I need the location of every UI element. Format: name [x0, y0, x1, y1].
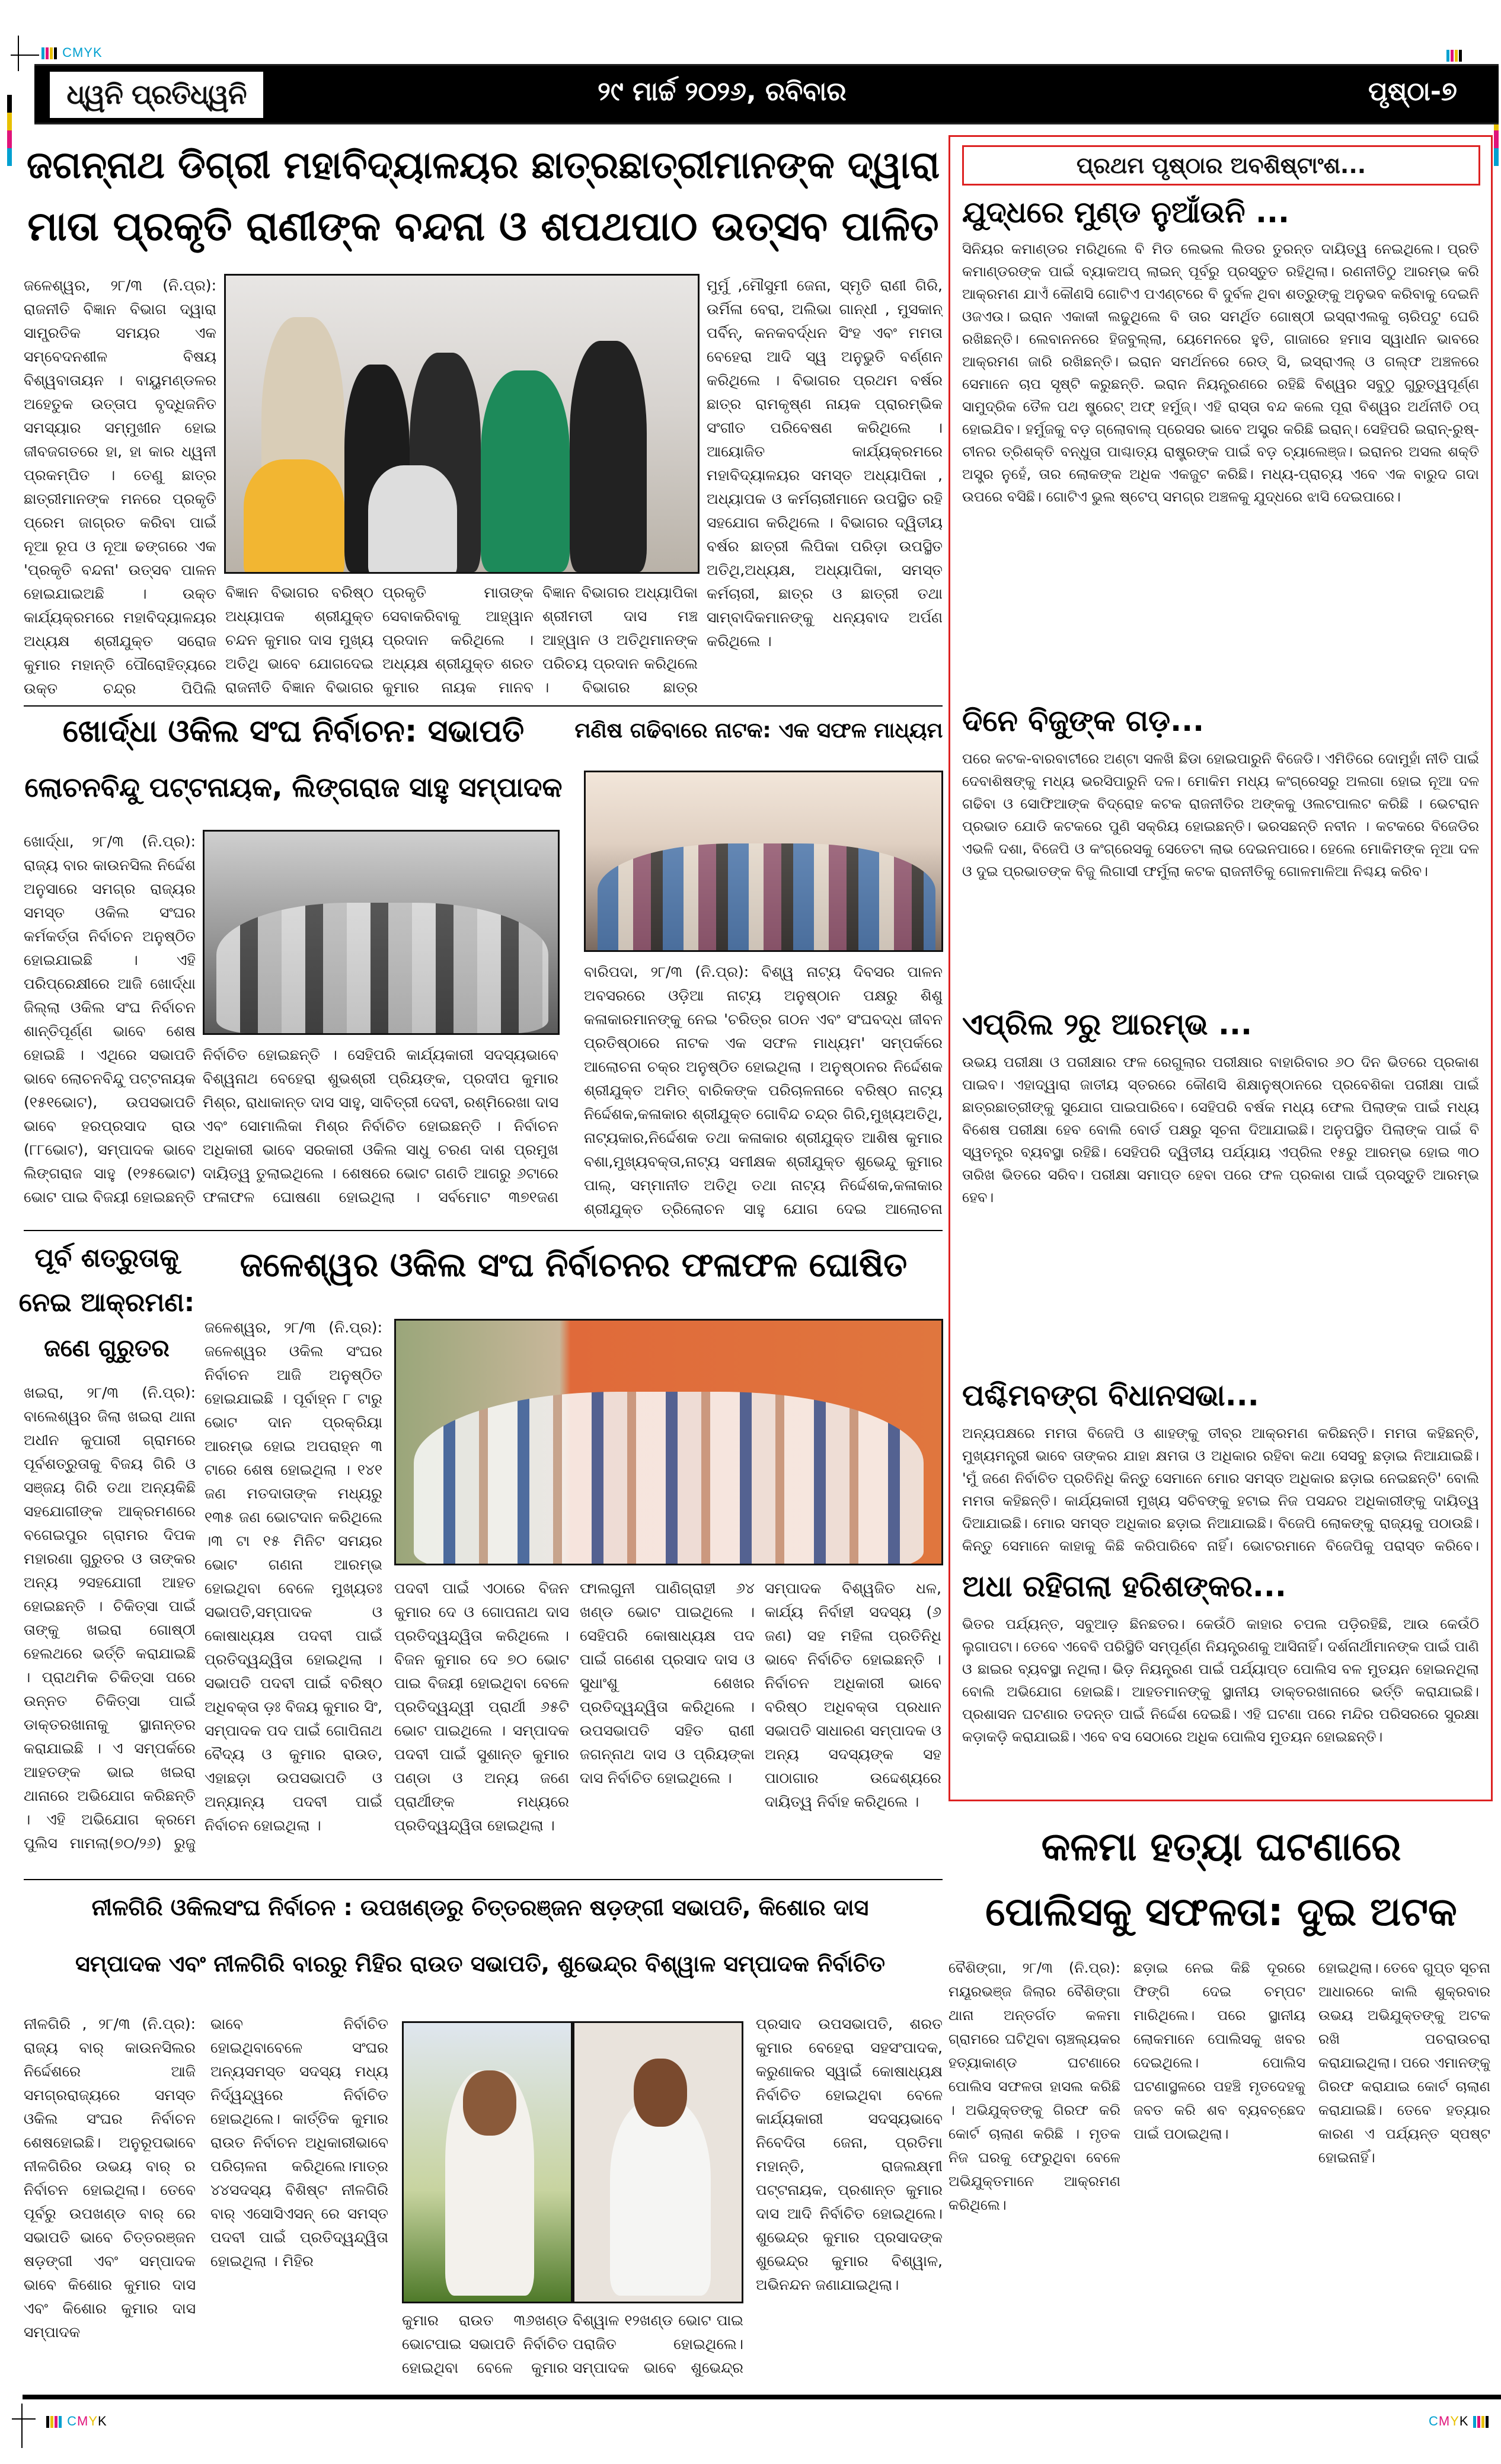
- article-text: ବାରିପଦା, ୨୮/୩ (ନି.ପ୍ର): ବିଶ୍ୱ ନାଟ୍ୟ ଦିବସର ପାଳନ ଅବସରରେ ଓଡ଼ିଆ ନାଟ୍ୟ ଅନୁଷ୍ଠାନ ପକ୍ଷରୁ ଶିଶୁ କଳାକାରମାନଙ୍କୁ ନେଇ 'ଚରିତ୍ର ଗଠନ ଏବଂ ସଂଘବଦ୍ଧ ଜୀବନ ପ୍ରତିଷ୍ଠାରେ ନାଟକ ଏକ ସଫଳ ମାଧ୍ୟମ' ସମ୍ପର୍କରେ ଆଲୋଚନା ଚକ୍ର ଅନୁଷ୍ଠିତ ହୋଇଥିଲା । ଅନୁଷ୍ଠାନର ନିର୍ଦ୍ଦେଶକ ଶ୍ରୀଯୁକ୍ତ ଅମିତ୍ ବାରିକଙ୍କ ପରିଚାଳନାରେ ବରିଷ୍ଠ ନାଟ୍ୟ ନିର୍ଦ୍ଦେଶକ,କଳାକାର ଶ୍ରୀଯୁକ୍ତ ଗୋବିନ୍ଦ ଚନ୍ଦ୍ର ଗିରି,ମୁଖ୍ୟଅତିଥି, ନାଟ୍ୟକାର,ନିର୍ଦ୍ଦେଶକ ତଥା କଳାକାର ଶ୍ରୀଯୁକ୍ତ ଆଶିଷ କୁମାର ବଶା,ମୁଖ୍ୟବକ୍ତା,ନାଟ୍ୟ ସମୀକ୍ଷକ ଶ୍ରୀଯୁକ୍ତ ଶୁଭେନ୍ଦୁ କୁମାର ପାଲ୍, ସମ୍ମାନୀତ ଅତିଥି ତଥା ନାଟ୍ୟ ନିର୍ଦ୍ଦେଶକ,କଳାକାର ଶ୍ରୀଯୁକ୍ତ ତ୍ରିଲୋଚନ ସାହୁ ଯୋଗ ଦେଇ ଆଲୋଚନା: [584, 963, 943, 1217]
- article-text: କୁମାର ରାଉତ ୩୬ଖଣ୍ଡ ଭୋଟପାଇ ସଭାପତି ନିର୍ବାଚିତ ହୋଇଥିବା ବେଳେ କୁମାର: [402, 2312, 568, 2376]
- jaleswar-lawyers-photo: [394, 1319, 943, 1565]
- cmyk-mark: [1446, 47, 1463, 63]
- divider: [24, 705, 943, 707]
- issue-date: ୨୯ ମାର୍ଚ୍ଚ ୨୦୨୬, ରବିବାର: [598, 76, 847, 107]
- portrait-photo-left: [402, 2021, 573, 2303]
- article-text: ନିର୍ବାଚିତ ହୋଇଛନ୍ତି । ସେହିପରି କାର୍ଯ୍ୟକାରୀ ସଦସ୍ୟଭାବେ ବିଶ୍ୱନାଥ ବେହେରା ଶୁଭଶ୍ରୀ ପ୍ରିୟଙ୍କ, ପ୍ରଦୀପ କୁମାର ମିଶ୍ର, ରାଧାକାନ୍ତ ଦାସ ସାହୁ, ସାବିତ୍ରୀ ଦେବୀ, ରଶ୍ମିରେଖା ଦାସ ଏବଂ ସୋମାଲିକା ମିଶ୍ର ନିର୍ବାଚିତ ହୋଇଛନ୍ତି । ନିର୍ବାଚନ ଅଧିକାରୀ ଭାବେ ସରକାରୀ ଓକିଲ ସାଧୁ ଚରଣ ଦାଶ ପ୍ରମୁଖ ଦାୟିତ୍ୱ ତୁଲାଇଥିଲେ । ଶେଷରେ ଭୋଟ ଗଣତି ଆଗରୁ ୬ଟାରେ ଫଳାଫଳ ଘୋଷଣା ହୋଇଥିଲା । ସର୍ବମୋଟ ୩୭୧ଜଣ: [203, 1046, 558, 1206]
- continued-from-front-page-box: [948, 135, 1493, 1801]
- continued-text: ଉଭୟ ପରୀକ୍ଷା ଓ ପରୀକ୍ଷାର ଫଳ ରେଗୁଲାର ପରୀକ୍ଷାର ବାହାରିବାର ୬୦ ଦିନ ଭିତରେ ପ୍ରକାଶ ପାଇବ। ଏହାଦ୍ୱାରା ଜାତୀୟ ସ୍ତରରେ କୌଣସି ଶିକ୍ଷାନୁଷ୍ଠାନରେ ପ୍ରବେଶିକା ପରୀକ୍ଷା ପାଇଁ ଛାତ୍ରଛାତ୍ରୀଙ୍କୁ ସୁଯୋଗ ପାଇପାରିବେ। ସେହିପରି ବର୍ଷକ ମଧ୍ୟ ଫେଲ ପିଲାଙ୍କ ପାଇଁ ମଧ୍ୟ ବିଶେଷ ପରୀକ୍ଷା ହେବ ବୋଲି ବୋର୍ଡ ପକ୍ଷରୁ ସୂଚନା ଦିଆଯାଇଛି। ଅନୁପସ୍ଥିତ ପିଲାଙ୍କ ପାଇଁ ବି ସ୍ୱତନ୍ତ୍ର ବ୍ୟବସ୍ଥା ରହିଛି। ସେହିପରି ଦ୍ୱିତୀୟ ପର୍ଯ୍ୟାୟ ଏପ୍ରିଲ ୧୫ରୁ ଆରମ୍ଭ ହୋଇ ୩୦ ତାରିଖ ଭିତରେ ସରିବ। ପରୀକ୍ଷା ସମାପ୍ତ ହେବା ପରେ ଫଳ ପ୍ରକାଶ ପାଇଁ ପ୍ରସ୍ତୁତି ଆରମ୍ଭ ହେବ।: [962, 1054, 1479, 1206]
- headline-khaira-line2: ନେଇ ଆକ୍ରମଣ:: [18, 1287, 195, 1318]
- headline-kalama-line1: କଳମା ହତ୍ୟା ଘଟଣାରେ: [1041, 1824, 1401, 1869]
- headline-jaleswar: ଜଳେଶ୍ୱର ଓକିଲ ସଂଘ ନିର୍ବାଚନର ଫଳାଫଳ ଘୋଷିତ: [239, 1246, 908, 1284]
- headline-khaira-line1: ପୂର୍ବ ଶତ୍ରୁତାକୁ: [34, 1243, 179, 1273]
- article-text: ହୋଇଥିଲା। ତେବେ ଗୁପ୍ତ ସୂଚନା ଆଧାରରେ କାଲି ଶୁକ୍ରବାର ଉଭୟ ଅଭିଯୁକ୍ତଙ୍କୁ ଅଟକ ରଖି ପଚରାଉଚରା କରାଯାଇଥିଲା। ପରେ ଏମାନଙ୍କୁ ଗିରଫ କରାଯାଇ କୋର୍ଟ ଚାଲାଣ କରାଯାଇଛି। ତେବେ ହତ୍ୟାର କାରଣ ଏ ପର୍ଯ୍ୟନ୍ତ ସ୍ପଷ୍ଟ ହୋଇନାହିଁ।: [1318, 1960, 1490, 2166]
- article-text: ପଦବୀ ପାଇଁ ଏଠାରେ ବିଜନ କୁମାର ଦେ ଓ ଗୋପନାଥ ଦାସ ପ୍ରତିଦ୍ୱନ୍ଦ୍ୱିତା କରିଥିଲେ । ବିଜନ କୁମାର ଦେ ୭୦ ଭୋଟ ପାଇ ବିଜୟୀ ହୋଇଥିବା ବେଳେ ପ୍ରତିଦ୍ୱନ୍ଦ୍ୱୀ ପ୍ରାର୍ଥୀ ୬୫ଟି ଭୋଟ ପାଇଥିଲେ । ସମ୍ପାଦକ ପଦବୀ ପାଇଁ ସୁଶାନ୍ତ କୁମାର ପଣ୍ଡା ଓ ଅନ୍ୟ ଜଣେ ପ୍ରାର୍ଥୀଙ୍କ ମଧ୍ୟରେ ପ୍ରତିଦ୍ୱନ୍ଦ୍ୱିତା ହୋଇଥିଲା ।: [394, 1580, 569, 1834]
- continued-text: ଭିତର ପର୍ଯ୍ୟନ୍ତ, ସବୁଆଡ଼ ଛିନଛତର। କେଉଁଠି କାହାର ଚପଲ ପଡ଼ିରହିଛି, ଆଉ କେଉଁଠି ଲୁଗାପଟା। ତେବେ ଏବେବି ପରିସ୍ଥିତି ସମ୍ପୂର୍ଣ୍ଣ ନିୟନ୍ତ୍ରଣକୁ ଆସିନାହିଁ। ଦର୍ଶନାର୍ଥୀମାନଙ୍କ ପାଇଁ ପାଣି ଓ ଛାଇର ବ୍ୟବସ୍ଥା ନଥିଲା। ଭିଡ଼ ନିୟନ୍ତ୍ରଣ ପାଇଁ ପର୍ଯ୍ୟାପ୍ତ ପୋଲିସ ବଳ ମୁତୟନ ହୋଇନଥିଲା ବୋଲି ଅଭିଯୋଗ ହୋଇଛି। ଆହତମାନଙ୍କୁ ସ୍ଥାନୀୟ ଡାକ୍ତରଖାନାରେ ଭର୍ତ୍ତି କରାଯାଇଛି। ପ୍ରଶାସନ ଘଟଣାର ତଦନ୍ତ ପାଇଁ ନିର୍ଦ୍ଦେଶ ଦେଇଛି। ଏହି ଘଟଣା ପରେ ମନ୍ଦିର ପରିସରରେ ସୁରକ୍ଷା କଡ଼ାକଡ଼ି କରାଯାଇଛି। ଏବେ ବସ ସେଠାରେ ଅଧିକ ପୋଲିସ ମୁତୟନ ହୋଇଛନ୍ତି।: [962, 1616, 1479, 1745]
- article-text: ସମ୍ପାଦକ ବିଶ୍ୱଜିତ ଧଳ, କାର୍ଯ୍ୟ ନିର୍ବାହୀ ସଦସ୍ୟ (୬ ଜଣ) ସହ ମହିଳା ପ୍ରତିନିଧି ଭାବେ ନିର୍ବାଚିତ ହୋଇଛନ୍ତି । ନିର୍ବାଚନ ଅଧିକାରୀ ଭାବେ ବରିଷ୍ଠ ଅଧିବକ୍ତା ପ୍ରଧାନ ସଭାପତି ସାଧାରଣ ସମ୍ପାଦକ ଓ ଅନ୍ୟ ସଦସ୍ୟଙ୍କ ସହ ପାଠାଗାର ଉଦ୍ଦେଶ୍ୟରେ ଦାୟିତ୍ୱ ନିର୍ବାହ କରିଥିଲେ ।: [765, 1580, 941, 1810]
- portrait-photo-right: [573, 2021, 743, 2303]
- headline-khaira-line3: ଜଣେ ଗୁରୁତର: [44, 1335, 170, 1362]
- continued-text: ସିନିୟର କମାଣ୍ଡର ମରିଥିଲେ ବି ମିଡ ଲେଭଲ ଲିଡର ତୁରନ୍ତ ଦାୟିତ୍ୱ ନେଇଥିଲେ। ପ୍ରତି କମାଣ୍ଡରଙ୍କ ପାଇଁ ବ୍ୟାକଅପ୍ ଲାଇନ୍ ପୂର୍ବରୁ ପ୍ରସ୍ତୁତ ରହିଥିଲା। ରଣନୀତିଠୁ ଆରମ୍ଭ କରି ଆକ୍ରମଣ ଯାଏଁ କୌଣସି ଗୋଟିଏ ପଏଣ୍ଟରେ ବି ଦୁର୍ବଳ ଥିବା ଶତ୍ରୁଙ୍କୁ ଅନୁଭବ କରିବାକୁ ଦେଇନି ଓଜଏଉ। ଇରାନ ଏକାକୀ ଲଢୁଥିଲେ ବି ତାର ସମର୍ଥିତ ଗୋଷ୍ଠୀ ଇସ୍ରାଏଲକୁ ଚାରିପଟୁ ଘେରି ରଖିଛନ୍ତି। ଲେବାନନରେ ହିଜବୁଲ୍ଲା, ୟେମେନରେ ହୁତି, ଗାଜାରେ ହମାସ ସ୍ୱାଧୀନ ଭାବରେ ଆକ୍ରମଣ ଜାରି ରଖିଛନ୍ତି। ଇରାନ ସମର୍ଥନରେ ରେଡ୍ ସି, ଇସ୍ରାଏଲ୍ ଓ ଗଲ୍ଫ ଅଞ୍ଚଳରେ ସେମାନେ ଚାପ ସୃଷ୍ଟି କରୁଛନ୍ତି. ଇରାନ ନିୟନ୍ତ୍ରଣରେ ରହିଛି ବିଶ୍ୱର ସବୁଠୁ ଗୁରୁତ୍ୱପୂର୍ଣ୍ଣ ସାମୁଦ୍ରିକ ତୈଳ ପଥ ଷ୍ଟ୍ରେଟ୍ ଅଫ୍ ହର୍ମୁଜ୍। ଏହି ରାସ୍ତା ବନ୍ଦ କଲେ ପୂରା ବିଶ୍ୱର ଅର୍ଥନୀତି ଠପ୍ ହୋଇଯିବ। ହର୍ମୁଜକୁ ବଡ଼ ଗ୍ଲୋବାଲ୍ ପ୍ରେସର ଭାବେ ଅସ୍ତ୍ର କରିଛି ଇରାନ୍। ସେହିପରି ଇରାନ୍-ରୁଷ୍-ଚୀନର ତ୍ରିଶକ୍ତି ବନ୍ଧୁତା ପାଶ୍ଚାତ୍ୟ ରାଷ୍ଟ୍ରଙ୍କ ପାଇଁ ବଡ଼ ଚ୍ୟାଲେଞ୍ଜ। ଇରାନର ଅସଲ ଶକ୍ତି ଅସ୍ତ୍ର ନୁହେଁ, ତାର ଲୋକଙ୍କ ଅଧିକ ଏକଜୁଟ କରିଛି। ମଧ୍ୟ-ପ୍ରାଚ୍ୟ ଏବେ ଏକ ବାରୁଦ ଗଦା ଉପରେ ବସିଛି। ଗୋଟିଏ ଭୁଲ ଷ୍ଟେପ୍ ସମଗ୍ର ଅଞ୍ଚଳକୁ ଯୁଦ୍ଧରେ ଝାସି ଦେଇପାରେ।: [962, 241, 1479, 505]
- continued-heading: ଦିନେ ବିଜୁଙ୍କ ଗଡ଼...: [962, 704, 1205, 738]
- continued-heading: ଯୁଦ୍ଧରେ ମୁଣ୍ଡ ନୁଆଁଉନି ...: [962, 195, 1290, 229]
- article-text: ଛଡ଼ାଇ ନେଇ କିଛି ଦୂରରେ ଫିଙ୍ଗି ଦେଇ ଚମ୍ପଟ ମାରିଥିଲେ। ପରେ ସ୍ଥାନୀୟ ଲୋକମାନେ ପୋଲିସକୁ ଖବର ଦେଇଥିଲେ। ପୋଲିସ ଘଟଣାସ୍ଥଳରେ ପହଞ୍ଚି ମୃତଦେହକୁ ଜବତ କରି ଶବ ବ୍ୟବଚ୍ଛେଦ ପାଇଁ ପଠାଇଥିଲା।: [1133, 1960, 1305, 2142]
- article-text: ଜଳେଶ୍ୱର, ୨୮/୩ (ନି.ପ୍ର): ରାଜନୀତି ବିଜ୍ଞାନ ବିଭାଗ ଦ୍ୱାରା ସାମ୍ପ୍ରତିକ ସମୟର ଏକ ସମ୍ବେଦନଶୀଳ ବିଷୟ ବିଶ୍ୱବାତାୟନ । ବାୟୁମଣ୍ଡଳର ଅହେତୁକ ଉତ୍ତାପ ବୃଦ୍ଧିଜନିତ ସମସ୍ୟାର ସମ୍ମୁଖୀନ ହୋଇ ଜୀବଜଗତରେ ହା, ହା କାର ଧ୍ୱନୀ ପ୍ରକମ୍ପିତ । ତେଣୁ ଛାତ୍ର ଛାତ୍ରୀମାନଙ୍କ ମନରେ ପ୍ରକୃତି ପ୍ରେମ ଜାଗ୍ରତ କରିବା ପାଇଁ ନୂଆ ରୂପ ଓ ନୂଆ ଢଙ୍ଗରେ ଏକ 'ପ୍ରକୃତି ବନ୍ଦନା' ଉତ୍ସବ ପାଳନ ହୋଇଯାଇଅଛି । ଉକ୍ତ କାର୍ଯ୍ୟକ୍ରମରେ ମହାବିଦ୍ୟାଳୟର ଅଧ୍ୟକ୍ଷ ଶ୍ରୀଯୁକ୍ତ ସରୋଜ କୁମାର ମହାନ୍ତି ପୌରୋହିତ୍ୟରେ ଉକ୍ତ ଚନ୍ଦ୍ର ପିପିଲି: [24, 277, 216, 697]
- continued-text: ଅନ୍ୟପକ୍ଷରେ ମମତା ବିଜେପି ଓ ଶାହଙ୍କୁ ତୀବ୍ର ଆକ୍ରମଣ କରିଛନ୍ତି। ମମତା କହିଛନ୍ତି, ମୁଖ୍ୟମନ୍ତ୍ରୀ ଭାବେ ତାଙ୍କର ଯାହା କ୍ଷମତା ଓ ଅଧିକାର ରହିବା କଥା ସେସବୁ ଛଡ଼ାଇ ନିଆଯାଇଛି। 'ମୁଁ ଜଣେ ନିର୍ବାଚିତ ପ୍ରତିନିଧି କିନ୍ତୁ ସେମାନେ ମୋର ସମସ୍ତ ଅଧିକାର ଛଡ଼ାଇ ନେଇଛନ୍ତି' ବୋଲି ମମତା କହିଛନ୍ତି। କାର୍ଯ୍ୟକାରୀ ମୁଖ୍ୟ ସଚିବଙ୍କୁ ହଟାଇ ନିଜ ପସନ୍ଦର ଅଧିକାରୀଙ୍କୁ ଦାୟିତ୍ୱ ଦିଆଯାଇଛି। ମୋର ସମସ୍ତ ଅଧିକାର ଛଡ଼ାଇ ନିଆଯାଇଛି। ବିଜେପି ଲୋକଙ୍କୁ ରାଜ୍ୟକୁ ପଠାଉଛି। କିନ୍ତୁ ସେମାନେ କାହାକୁ କିଛି କରିପାରିବେ ନାହିଁ। ଭୋଟରମାନେ ବିଜେପିକୁ ପରାସ୍ତ କରିବେ।: [962, 1425, 1479, 1554]
- continued-heading: ଅଧା ରହିଗଲା ହରିଶଙ୍କର...: [962, 1569, 1286, 1603]
- continued-heading: ପଶ୍ଚିମବଙ୍ଗ ବିଧାନସଭା...: [962, 1378, 1259, 1412]
- continued-heading: ଏପ୍ରିଲ ୨ରୁ ଆରମ୍ଭ ...: [962, 1007, 1253, 1041]
- logo-text: ଧ୍ୱନି ପ୍ରତିଧ୍ୱନି: [66, 78, 247, 110]
- headline-kalama-line2: ପୋଲିସକୁ ସଫଳତା: ଦୁଇ ଅଟକ: [985, 1889, 1457, 1935]
- headline-nilagiri-line2: ସମ୍ପାଦକ ଏବଂ ନୀଳଗିରି ବାରରୁ ମିହିର ରାଉତ ସଭାପତି, ଶୁଭେନ୍ଦ୍ର ବିଶ୍ୱାଳ ସମ୍ପାଦକ ନିର୍ବାଚିତ: [75, 1951, 885, 1977]
- article-text: ପ୍ରସାଦ ଉପସଭାପତି, ଶରତ କୁମାର ବେହେରା ସହସଂପାଦକ, କରୁଣାକର ସ୍ୱାଇଁ କୋଷାଧ୍ୟକ୍ଷ ନିର୍ବାଚିତ ହୋଇଥିବା ବେଳେ କାର୍ଯ୍ୟକାରୀ ସଦସ୍ୟଭାବେ ନିବେଦିତା ଜେନା, ପ୍ରତିମା ମହାନ୍ତି, ରାଜଲକ୍ଷ୍ମୀ ପଟ୍ଟନାୟକ, ପ୍ରଶାନ୍ତ କୁମାର ଦାସ ଆଦି ନିର୍ବାଚିତ ହୋଇଥିଲେ। ଶୁଭେନ୍ଦ୍ର କୁମାର ପ୍ରସାଦଙ୍କ ଶୁଭେନ୍ଦ୍ର କୁମାର ବିଶ୍ୱାଳ, ଅଭିନନ୍ଦନ ଜଣାଯାଇଥିଲା।: [756, 2015, 943, 2293]
- newspaper-logo[interactable]: [50, 72, 263, 118]
- article-text: ବୈଶିଙ୍ଗା, ୨୮/୩ (ନି.ପ୍ର): ମୟୂରଭଞ୍ଜ ଜିଲାର ବୈଶିଙ୍ଗା ଥାନା ଅନ୍ତର୍ଗତ କଳମା ଗ୍ରାମରେ ଘଟିଥିବା ଚାଞ୍ଚଲ୍ୟକର ହତ୍ୟାକାଣ୍ଡ ଘଟଣାରେ ପୋଲିସ ସଫଳତା ହାସଲ କରିଛି । ଅଭିଯୁକ୍ତଙ୍କୁ ଗିରଫ କରି କୋର୍ଟ ଚାଲାଣ କରିଛି । ମୃତକ ନିଜ ଘରକୁ ଫେରୁଥିବା ବେଳେ ଅଭିଯୁକ୍ତମାନେ ଆକ୍ରମଣ କରିଥିଲେ।: [948, 1960, 1120, 2213]
- cmyk-label: CMYK: [62, 45, 103, 60]
- headline-mani: ମଣିଷ ଗଢିବାରେ ନାଟକ: ଏକ ସଫଳ ମାଧ୍ୟମ: [574, 718, 943, 743]
- continued-box-title: ପ୍ରଥମ ପୃଷ୍ଠାର ଅବଶିଷ୍ଟାଂଶ...: [962, 145, 1480, 186]
- crop-mark: [21, 2404, 23, 2448]
- lawyers-group-photo: [203, 830, 560, 1035]
- page-number: ପୃଷ୍ଠା-୭: [1368, 76, 1457, 107]
- article-text: ଫାଲଗୁନୀ ପାଣିଗ୍ରାହୀ ୬୪ ଖଣ୍ଡ ଭୋଟ ପାଇଥିଲେ । ସେହିପରି କୋଷାଧ୍ୟକ୍ଷ ପଦ ପାଇଁ ଗଣେଶ ପ୍ରସାଦ ଦାସ ଓ ସୁଧାଂଶୁ ଶେଖର ପ୍ରତିଦ୍ୱନ୍ଦ୍ୱିତା କରିଥିଲେ । ଉପସଭାପତି ସହିତ ରାଣୀ ଜଗନ୍ନାଥ ଦାସ ଓ ପ୍ରିୟଙ୍କା ଦାସ ନିର୍ବାଚିତ ହୋଇଥିଲେ ।: [580, 1580, 755, 1787]
- headline-jagannath-line1: ଜଗନ୍ନାଥ ଡିଗ୍ରୀ ମହାବିଦ୍ୟାଳୟର ଛାତ୍ରଛାତ୍ରୀମାନଙ୍କ ଦ୍ୱାରା: [26, 143, 940, 187]
- divider: [24, 1230, 943, 1231]
- article-text: ବିଜ୍ଞାନ ବିଭାଗର ବରିଷ୍ଠ ଅଧ୍ୟାପକ ଶ୍ରୀଯୁକ୍ତ ଚନ୍ଦନ କୁମାର ଦାସ ମୁଖ୍ୟ ଅତିଥି ଭାବେ ଯୋଗଦେଇ ରାଜନୀତି ବିଜ୍ଞାନ ବିଭାଗର: [225, 584, 373, 696]
- article-text: ବିଜ୍ଞାନ ବିଭାଗର ଅଧ୍ୟାପିକା ଶ୍ରୀମତୀ ଦାସ ମଞ୍ଚ ଆହ୍ୱାନ ଓ ଅତିଥିମାନଙ୍କ ପରିଚୟ ପ୍ରଦାନ କରିଥିଲେ । ବିଭାଗର ଛାତ୍ର: [542, 584, 698, 696]
- crop-mark: [12, 2418, 36, 2420]
- article-text: ଖଇରା, ୨୮/୩ (ନି.ପ୍ର): ବାଲେଶ୍ୱର ଜିଲା ଖଇରା ଥାନା ଅଧୀନ କୁପାରୀ ଗ୍ରାମରେ ପୂର୍ବଶତ୍ରୁତାକୁ ବିଜୟ ଗିରି ଓ ସଞ୍ଜୟ ଗିରି ତଥା ଅନ୍ୟକିଛି ସହଯୋଗୀଙ୍କ ଆକ୍ରମଣରେ ବଗେଇପୁର ଗ୍ରାମର ଦିପକ ମହାରଣା ଗୁରୁତର ଓ ତାଙ୍କର ଅନ୍ୟ ୨ସହଯୋଗୀ ଆହତ ହୋଇଛନ୍ତି । ଚିକିତ୍ସା ପାଇଁ ତାଙ୍କୁ ଖଇରା ଗୋଷ୍ଠୀ ହେଲଥରେ ଭର୍ତ୍ତି କରାଯାଇଛି । ପ୍ରାଥମିକ ଚିକିତ୍ସା ପରେ ଉନ୍ନତ ଚିକିତ୍ସା ପାଇଁ ଡାକ୍ତରଖାନାକୁ ସ୍ଥାନାନ୍ତର କରାଯାଇଛି । ଏ ସମ୍ପର୍କରେ ଆହତଙ୍କ ଭାଇ ଖଇରା ଥାନାରେ ଅଭିଯୋଗ କରିଛନ୍ତି । ଏହି ଅଭିଯୋଗ କ୍ରମେ ପୁଲିସ ମାମଲା(୭୦/୨୬) ରୁଜୁ: [24, 1384, 196, 1852]
- headline-khordha-line2: ଲୋଚନବିନ୍ଦୁ ପଟ୍ଟନାୟକ, ଲିଙ୍ଗରାଜ ସାହୁ ସମ୍ପାଦକ: [24, 771, 563, 803]
- article-text: ବିଶ୍ୱାଳ ୧୨ଖଣ୍ଡ ଭୋଟ ପାଇ ପରାଜିତ ହୋଇଥିଲେ। ସମ୍ପାଦକ ଭାବେ ଶୁଭେନ୍ଦ୍ର: [573, 2312, 743, 2376]
- divider: [24, 1879, 943, 1880]
- drama-event-photo: [584, 771, 943, 952]
- crop-mark: [18, 36, 19, 71]
- crop-mark: [11, 55, 39, 56]
- headline-khordha-line1: ଖୋର୍ଦ୍ଧା ଓକିଲ ସଂଘ ନିର୍ବାଚନ: ସଭାପତି: [62, 714, 525, 749]
- students-group-photo: [224, 274, 700, 574]
- article-text: ଖୋର୍ଦ୍ଧା, ୨୮/୩ (ନି.ପ୍ର): ରାଜ୍ୟ ବାର କାଉନସିଲ ନିର୍ଦ୍ଦେଶ ଅନୁସାରେ ସମଗ୍ର ରାଜ୍ୟର ସମସ୍ତ ଓକିଲ ସଂଘର କର୍ମକର୍ତ୍ତା ନିର୍ବାଚନ ଅନୁଷ୍ଠିତ ହୋଇଯାଇଛି । ଏହି ପରିପ୍ରେକ୍ଷୀରେ ଆଜି ଖୋର୍ଦ୍ଧା ଜିଲ୍ଲା ଓକିଲ ସଂଘ ନିର୍ବାଚନ ଶାନ୍ତିପୂର୍ଣ୍ଣ ଭାବେ ଶେଷ ହୋଇଛି । ଏଥିରେ ସଭାପତି ଭାବେ ଲୋଚନବିନ୍ଦୁ ପଟ୍ଟନାୟକ (୧୫୧ଭୋଟ), ଉପସଭାପତି ଭାବେ ହରପ୍ରସାଦ ରାଉ (୮୮ଭୋଟ), ସମ୍ପାଦକ ଭାବେ ଲିଙ୍ଗରାଜ ସାହୁ (୧୨୫ଭୋଟ) ଭୋଟ ପାଇ ବିଜୟୀ ହୋଇଛନ୍ତି: [24, 833, 196, 1206]
- article-text: ଜଳେଶ୍ୱର, ୨୮/୩ (ନି.ପ୍ର): ଜଳେଶ୍ୱର ଓକିଲ ସଂଘର ନିର୍ବାଚନ ଆଜି ଅନୁଷ୍ଠିତ ହୋଇଯାଇଛି । ପୂର୍ବାହ୍ନ ୮ ଟାରୁ ଭୋଟ ଦାନ ପ୍ରକ୍ରିୟା ଆରମ୍ଭ ହୋଇ ଅପରାହ୍ନ ୩ ଟାରେ ଶେଷ ହୋଇଥିଲା । ୧୪୧ ଜଣ ମତଦାତାଙ୍କ ମଧ୍ୟରୁ ୧୩୫ ଜଣ ଭୋଟଦାନ କରିଥିଲେ ।୩ ଟା ୧୫ ମିନିଟ ସମୟର ଭୋଟ ଗଣନା ଆରମ୍ଭ ହୋଇଥିବା ବେଳେ ମୁଖ୍ୟତଃ ସଭାପତି,ସମ୍ପାଦକ ଓ କୋଷାଧ୍ୟକ୍ଷ ପଦବୀ ପାଇଁ ପ୍ରତିଦ୍ୱନ୍ଦ୍ୱିତା ହୋଇଥିଲା । ସଭାପତି ପଦବୀ ପାଇଁ ବରିଷ୍ଠ ଅଧିବକ୍ତା ଡ଼ଃ ବିଜୟ କୁମାର ସିଂ, ସମ୍ପାଦକ ପଦ ପାଇଁ ଗୋପିନାଥ ବୈଦ୍ୟ ଓ କୁମାର ରାଉତ, ଏହାଛଡ଼ା ଉପସଭାପତି ଓ ଅନ୍ୟାନ୍ୟ ପଦବୀ ପାଇଁ ନିର୍ବାଚନ ହୋଇଥିଲା ।: [205, 1319, 382, 1834]
- masthead-bar: [34, 64, 1499, 124]
- cmyk-mark: [41, 45, 103, 60]
- color-bar-left: [7, 95, 12, 184]
- continued-text: ପରେ କଟକ-ବାରବାଟୀରେ ଅଣ୍ଟା ସଳଖି ଛିଡା ହୋଇପାରୁନି ବିଜେଡି। ଏମିତିରେ ଦୋମୁହାଁ ନୀତି ପାଇଁ ଦେବାଶିଷଙ୍କୁ ମଧ୍ୟ ଭରସିପାରୁନି ଦଳ। ମୋକିମ ମଧ୍ୟ କଂଗ୍ରେସରୁ ଅଲଗା ହୋଇ ନୂଆ ଦଳ ଗଢିବା ଓ ସୋଫିଆଙ୍କ ବିଦ୍ରୋହ କଟକ ରାଜନୀତିର ଅଙ୍କକୁ ଓଲଟପାଲଟ କରିଛି । ଭେଟରାନ ପ୍ରଭାତ ଯୋଡି କଟକରେ ପୁଣି ସକ୍ରିୟ ହୋଇଛନ୍ତି। ଭରସଛନ୍ତି ନବୀନ । କଟକରେ ବିଜେଡିର ଏଭଳି ଦଶା, ବିଜେପି ଓ କଂଗ୍ରେସକୁ ସେତେଟା ଲାଭ ଦେଇନପାରେ। ହେଲେ ମୋକିମଙ୍କ ନୂଆ ଦଳ ଓ ଦୁଇ ପ୍ରଭାତଙ୍କ ବିଜୁ ଲିଗାସୀ ଫର୍ମୁଲା କଟକ ରାଜନୀତିକୁ ଗୋଳମାଳିଆ ନିଶ୍ଚୟ କରିବ।: [962, 750, 1479, 880]
- headline-nilagiri-line1: ନୀଳଗିରି ଓକିଲସଂଘ ନିର୍ବାଚନ : ଉପଖଣ୍ଡରୁ ଚିତ୍ତରଞ୍ଜନ ଷଡ଼ଙ୍ଗୀ ସଭାପତି, କିଶୋର ଦାସ: [91, 1894, 869, 1920]
- cmyk-mark: CMYK: [46, 2414, 107, 2429]
- headline-jagannath-line2: ମାତା ପ୍ରକୃତି ରାଣୀଙ୍କ ବନ୍ଦନା ଓ ଶପଥପାଠ ଉତ୍ସବ ପାଳିତ: [27, 203, 939, 250]
- bottom-rule: [23, 2395, 1501, 2399]
- article-text: ପ୍ରକୃତି ମାତାଙ୍କ ସେବାକରିବାକୁ ଆହ୍ୱାନ ପ୍ରଦାନ କରିଥିଲେ । ଅଧ୍ୟକ୍ଷ ଶ୍ରୀଯୁକ୍ତ ଶରତ କୁମାର ନାୟକ ମାନବ: [382, 584, 534, 696]
- cmyk-mark: CMYK: [1429, 2414, 1490, 2429]
- article-text: ନୀଳଗିରି , ୨୮/୩ (ନି.ପ୍ର): ରାଜ୍ୟ ବାର୍ କାଉନସିଲର ନିର୍ଦ୍ଦେଶରେ ଆଜି ସମଗ୍ରରାଜ୍ୟରେ ସମସ୍ତ ଓକିଲ ସଂଘର ନିର୍ବାଚନ ଶେଷହୋଇଛି। ଅନୁରୂପଭାବେ ନୀଳଗିରିର ଉଭୟ ବାର୍ ର ନିର୍ବାଚନ ହୋଇଥିଲା। ତେବେ ପୂର୍ବରୁ ଉପଖଣ୍ଡ ବାର୍ ରେ ସଭାପତି ଭାବେ ଚିତ୍ତରଞ୍ଜନ ଷଡ଼ଙ୍ଗୀ ଏବଂ ସମ୍ପାଦକ ଭାବେ କିଶୋର କୁମାର ଦାସ ଏବଂ କିଶୋର କୁମାର ଦାସ ସମ୍ପାଦକ: [24, 2015, 196, 2341]
- article-text: ଭାବେ ନିର୍ବାଚିତ ହୋଇଥିବାବେଳେ ସଂଘର ଅନ୍ୟସମସ୍ତ ସଦସ୍ୟ ମଧ୍ୟ ନିର୍ଦ୍ୱନ୍ଦ୍ୱରେ ନିର୍ବାଚିତ ହୋଇଥିଲେ। କାର୍ତ୍ତିକ କୁମାର ରାଉତ ନିର୍ବାଚନ ଅଧିକାରୀଭାବେ ପରିଚାଳନା କରିଥିଲେ।ମାତ୍ର ୪୪ସଦସ୍ୟ ବିଶିଷ୍ଟ ନୀଳଗିରି ବାର୍ ଏସୋସିଏସନ୍ ରେ ସମସ୍ତ ପଦବୀ ପାଇଁ ପ୍ରତିଦ୍ୱନ୍ଦ୍ୱିତା ହୋଇଥିଲା । ମିହିର: [210, 2015, 388, 2270]
- article-text: ମୁର୍ମୁ ,ମୌସୁମୀ ଜେନା, ସ୍ମୃତି ରାଣୀ ଗିରି, ଉର୍ମିଳା ବେରା, ଅଲିଭା ଗାନ୍ଧୀ , ମୁସକାନ୍ ପର୍ବିନ୍, କନକବର୍ଦ୍ଧନ ସିଂହ ଏବଂ ମମତା ବେହେରା ଆଦି ସ୍ୱ ଅନୁଭୁତି ବର୍ଣ୍ଣନ କରିଥିଲେ । ବିଭାଗର ପ୍ରଥମ ବର୍ଷର ଛାତ୍ର ରାମକୃଷ୍ଣ ନାୟକ ପ୍ରାରମ୍ଭିକ ସଂଗୀତ ପରିବେଷଣ କରିଥିଲେ । ଆୟୋଜିତ କାର୍ଯ୍ୟକ୍ରମରେ ମହାବିଦ୍ୟାଳୟର ସମସ୍ତ ଅଧ୍ୟାପିକା , ଅଧ୍ୟାପକ ଓ କର୍ମଚାରୀମାନେ ଉପସ୍ଥିତ ରହି ସହଯୋଗ କରିଥିଲେ । ବିଭାଗର ଦ୍ୱିତୀୟ ବର୍ଷର ଛାତ୍ରୀ ଲିପିକା ପରିଡ଼ା ଉପସ୍ଥିତ ଅତିଥି,ଅଧ୍ୟକ୍ଷ, ଅଧ୍ୟାପିକା, ସମସ୍ତ କର୍ମଚାରୀ, ଛାତ୍ର ଓ ଛାତ୍ରୀ ତଥା ସାମ୍ବାଦିକମାନଙ୍କୁ ଧନ୍ୟବାଦ ଅର୍ପଣ କରିଥିଲେ ।: [707, 277, 943, 650]
